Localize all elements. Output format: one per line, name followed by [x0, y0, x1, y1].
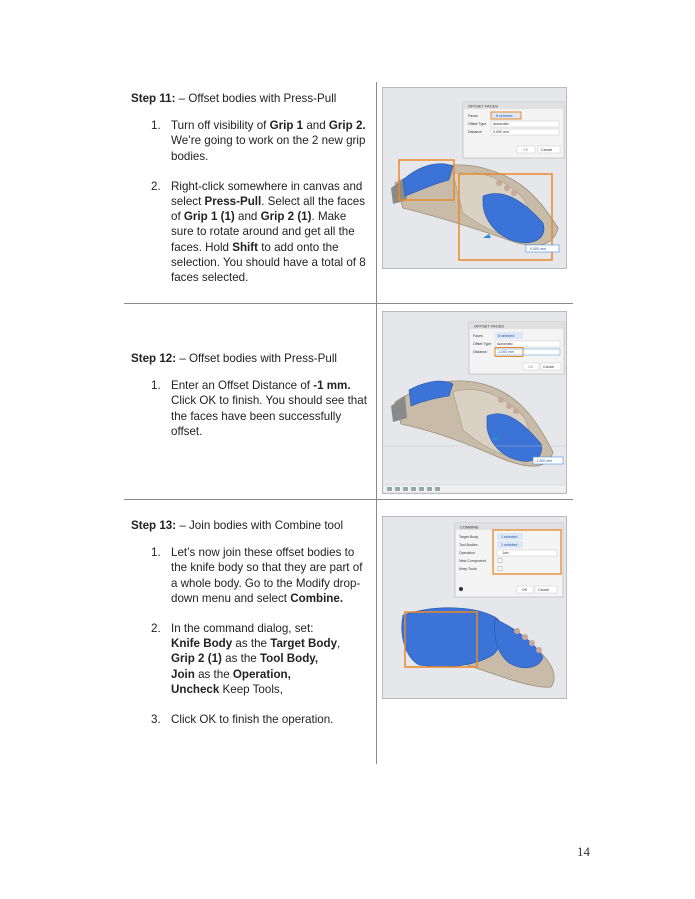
bold-text: Tool Body, [259, 652, 319, 666]
dialog-text: Distance [468, 130, 482, 134]
dialog-text: Cancel [538, 588, 550, 592]
text: as the [194, 667, 233, 681]
dialog-text: 0.000 mm [493, 130, 509, 134]
dialog-text: Automatic [497, 342, 513, 346]
offset-faces-dialog [469, 322, 564, 374]
bold-text: Knife Body [171, 637, 233, 651]
bold-text: Grip 2 (1) [260, 210, 312, 224]
viewport-illustration [383, 517, 566, 698]
bold-text: Operation, [232, 667, 291, 681]
bold-text: Combine. [290, 591, 344, 605]
dialog-text: -1.000 mm [535, 459, 553, 463]
dialog-text: Offset Type [468, 122, 487, 126]
text: Click OK to finish the operation. [171, 713, 334, 727]
item-number: 1. [151, 379, 161, 393]
dialog-text: 0.000 mm [530, 247, 546, 251]
dialog-text: Tool Bodies [459, 543, 478, 547]
step-list [131, 545, 371, 727]
text: In the command dialog, set: [171, 622, 314, 636]
dialog-text: OK [528, 365, 534, 369]
step-heading: Step 13: – Join bodies with Combine tool [131, 519, 344, 532]
text: and [303, 119, 329, 133]
text: Let’s now join these offset bodies to the knife body so that they are part of a whole body. Go to the Modify drop-down menu and select [171, 546, 363, 605]
viewport-illustration [383, 312, 566, 493]
step-item [131, 118, 371, 164]
offset-faces-dialog [463, 102, 564, 158]
row-divider-1 [124, 303, 573, 304]
dialog-text: 8 selected [496, 114, 513, 118]
item-number: 1. [151, 119, 161, 133]
bold-text: -1 mm. [313, 379, 351, 393]
dialog-text: Operation [459, 551, 475, 555]
text: and [234, 210, 261, 224]
screenshot-offset-faces-1 [382, 87, 567, 269]
item-number: 2. [151, 179, 161, 193]
step-item [131, 545, 371, 606]
bold-text: Uncheck [171, 682, 220, 696]
bold-text: Target Body [270, 637, 338, 651]
dialog-text: 8 selected [498, 334, 515, 338]
dialog-text: Keep Tools [459, 567, 477, 571]
dialog-text: Cancel [543, 365, 555, 369]
dialog-text: Distance [473, 350, 487, 354]
dialog-text: OK [522, 588, 528, 592]
bold-text: Join [171, 667, 195, 681]
step-12 [131, 351, 371, 454]
column-divider [376, 82, 377, 764]
item-number: 2. [151, 622, 161, 636]
item-number: 3. [151, 713, 161, 727]
text: Turn off visibility of [171, 119, 270, 133]
dialog-text: COMBINE [460, 524, 479, 530]
bold-text: Grip 1 [269, 119, 304, 133]
screenshot-combine [382, 516, 567, 699]
step-list [131, 378, 371, 439]
dialog-text: 1 selected [501, 535, 518, 539]
step-item [131, 179, 371, 285]
text: , [337, 637, 341, 651]
bold-text: Grip 1 (1) [183, 210, 235, 224]
viewport-illustration [383, 88, 566, 268]
step-list [131, 118, 371, 285]
text: Click OK to finish. You should see that the faces have been successfully offset. [171, 394, 367, 438]
item-number: 1. [151, 546, 161, 560]
dialog-text: Target Body [459, 535, 479, 539]
page-number: 14 [577, 844, 590, 859]
text: Keep Tools, [219, 682, 283, 696]
step-item [131, 378, 371, 439]
step-heading: Step 11: – Offset bodies with Press-Pull [131, 92, 337, 105]
dialog-text: Cancel [541, 148, 553, 152]
screenshot-offset-faces-2 [382, 311, 567, 494]
dialog-text: Join [502, 551, 509, 555]
text: Enter an Offset Distance of [171, 379, 314, 393]
bold-text: Shift [232, 240, 258, 254]
dialog-text: Faces [473, 334, 483, 338]
bold-text: Grip 2. [328, 119, 366, 133]
dialog-text: Automatic [493, 122, 509, 126]
step-13 [131, 518, 371, 742]
dialog-text: OFFSET FACES [474, 323, 504, 329]
dialog-text: OFFSET FACES [468, 103, 498, 109]
combine-dialog [455, 523, 563, 597]
dialog-text: OK [523, 148, 529, 152]
bold-text: Press-Pull [204, 195, 262, 209]
dialog-text: Offset Type [473, 342, 492, 346]
text: to add onto the selection. You should have a total of 8 faces selected. [171, 240, 366, 285]
text: . Make sure to rotate around and get all the faces. Hold [171, 210, 355, 254]
text: as the [221, 652, 260, 666]
step-item [131, 712, 371, 727]
text: as the [232, 637, 271, 651]
text: . Select all the faces of [171, 195, 365, 224]
dialog-text: -1.000 mm [497, 350, 515, 354]
step-11 [131, 91, 371, 300]
dialog-text: 1 selected [501, 543, 518, 547]
step-item [131, 621, 371, 697]
text: Right-click somewhere in canvas and select [171, 179, 363, 209]
text: We’re going to work on the 2 new grip bodies. [171, 134, 366, 163]
dialog-text: Faces [468, 114, 478, 118]
bold-text: Grip 2 (1) [171, 652, 222, 666]
row-divider-2 [124, 499, 573, 500]
dialog-text: New Component [459, 559, 486, 563]
step-heading: Step 12: – Offset bodies with Press-Pull [131, 352, 337, 365]
